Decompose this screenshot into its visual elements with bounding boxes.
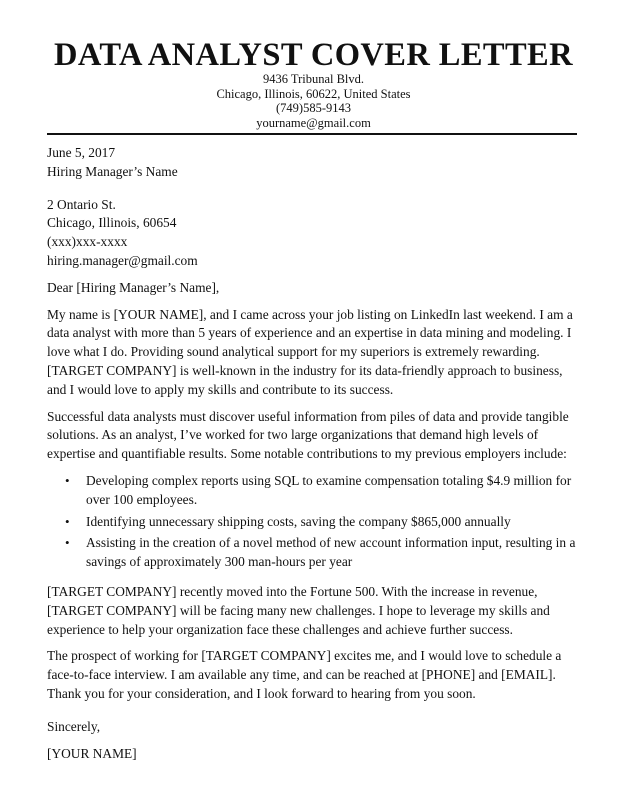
header-divider [47,133,577,135]
body-paragraph-1: My name is [YOUR NAME], and I came across your job listing on LinkedIn last weekend. I am a data analyst with more than 5 years of experience and an expertise in data mining and modeling. I love what I do. Providing sound analytical support for my superiors is extremely rewarding. [TARGET COMPANY] is well-known in the industry for its data-friendly approach to business, and I would love to apply my skills and contribute to its success. [47,306,573,397]
recipient-address-block [47,196,582,271]
list-item-text: Developing complex reports using SQL to examine compensation totaling $4.9 million for over 100 employees. [86,472,572,507]
closing: Sincerely, [47,718,101,734]
salutation: Dear [Hiring Manager’s Name], [47,279,220,295]
list-item-text: Assisting in the creation of a novel method of new account information input, resulting in a savings of approximately 300 man-hours per year [86,535,576,570]
recipient-email: hiring.manager@gmail.com [47,252,198,268]
contributions-list [47,472,582,572]
document-title: DATA ANALYST COVER LETTER [53,37,574,73]
body-paragraph-3: [TARGET COMPANY] recently moved into the Fortune 500. With the increase in revenue, [TARGET COMPANY] will be facing many new challenges. I hope to leverage my skills and experience to help your organization face these challenges and achieve further success. [47,583,550,637]
bullet-icon: • [65,535,70,551]
body-paragraph-2: Successful data analysts must discover useful information from piles of data and provide tangible solutions. As an analyst, I’ve worked for two large organizations that demand high levels of expertise and quantifiable results. Some notable contributions to my previous employers include: [47,408,569,462]
body-paragraph-4: The prospect of working for [TARGET COMPANY] excites me, and I would love to schedule a face-to-face interview. I am available any time, and can be reached at [PHONE] and [EMAIL]. Thank you for your consideration, and I look forward to hearing from you soon. [47,648,562,701]
list-item [47,472,582,510]
sender-phone: (749)585-9143 [276,101,351,115]
list-item [47,513,582,532]
list-item [47,534,582,572]
letter-body [47,144,582,763]
recipient-name: Hiring Manager’s Name [47,163,178,179]
bullet-icon: • [65,472,70,488]
list-item-text: Identifying unnecessary shipping costs, saving the company $865,000 annually [86,513,511,529]
sender-address-line1: 9436 Tribunal Blvd. [262,72,365,86]
sender-contact-block [0,72,627,130]
signature-name: [YOUR NAME] [47,745,137,761]
bullet-icon: • [65,513,70,529]
recipient-city: Chicago, Illinois, 60654 [47,215,177,231]
sender-address-line2: Chicago, Illinois, 60622, United States [216,86,411,101]
letter-date: June 5, 2017 [47,145,116,160]
recipient-phone: (xxx)xxx-xxxx [47,234,128,250]
signature-block [47,718,582,764]
recipient-street: 2 Ontario St. [47,196,116,212]
sender-email: yourname@gmail.com [256,115,371,130]
